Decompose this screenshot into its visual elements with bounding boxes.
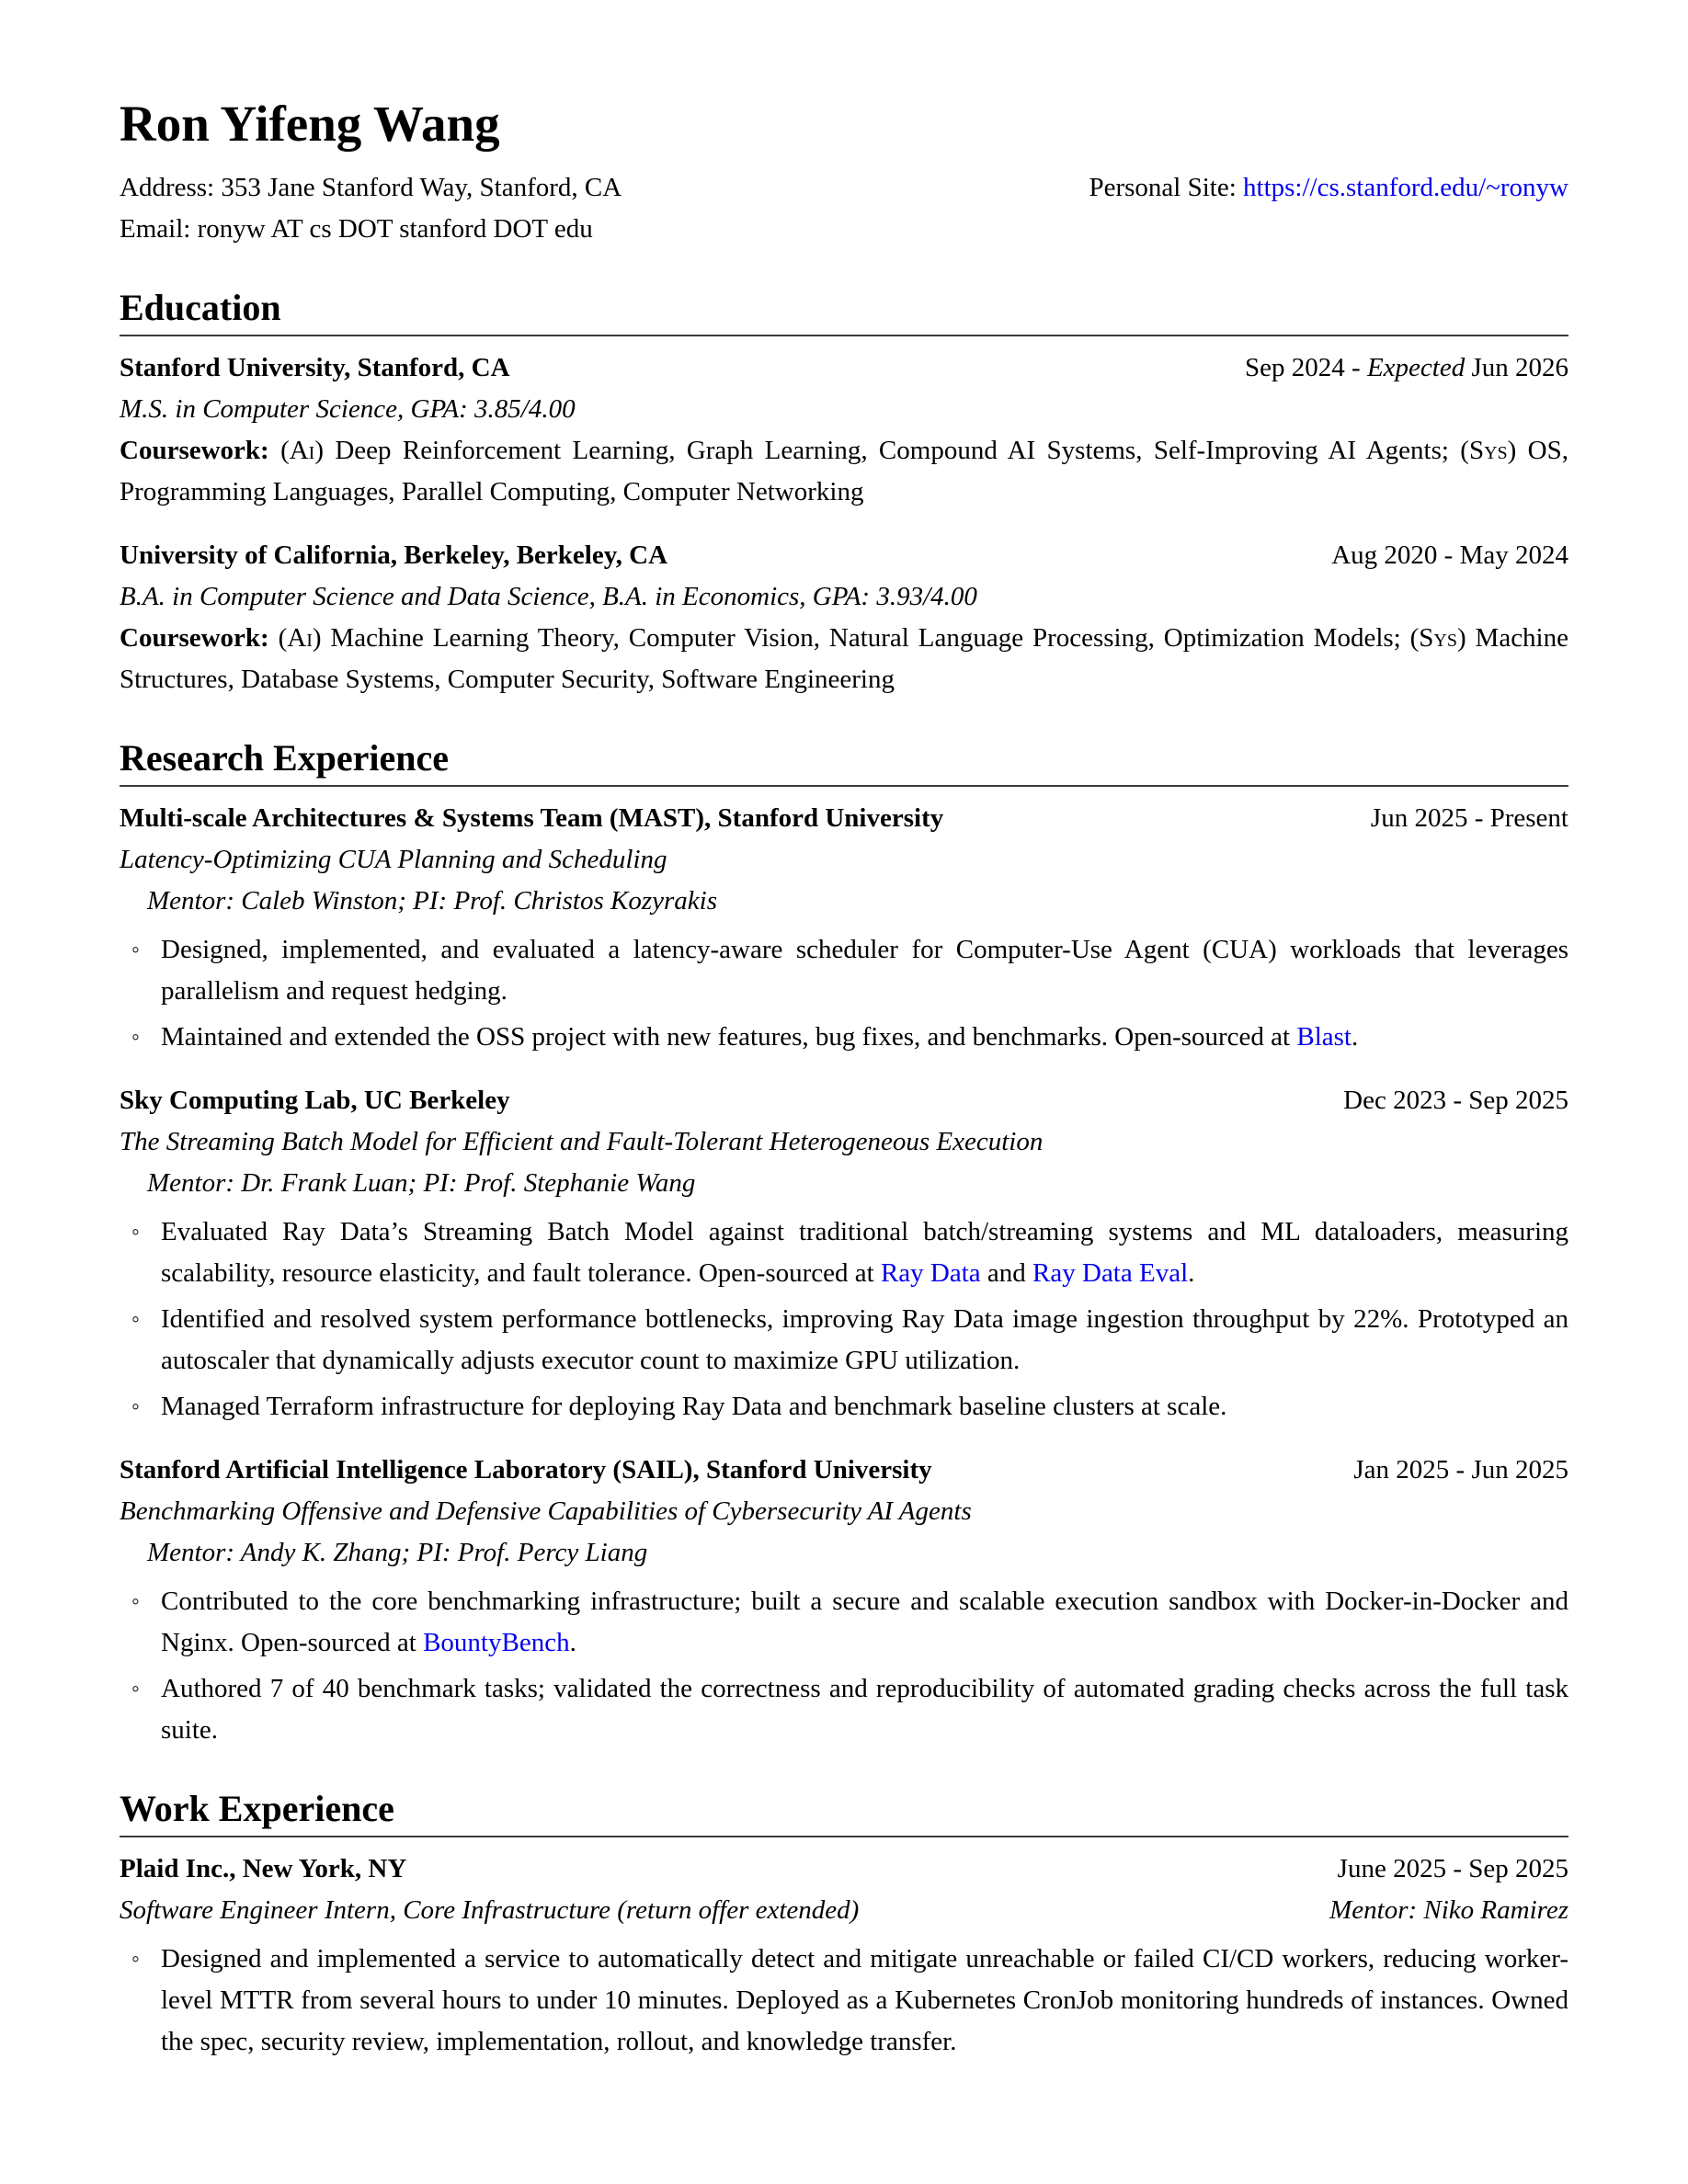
coursework-label: Coursework: [120, 436, 281, 465]
entry-dates: Sep 2024 - Expected Jun 2026 [1245, 353, 1568, 382]
section-rule [120, 785, 1568, 787]
coursework-line [120, 430, 1568, 513]
entry-head [120, 347, 1568, 389]
bullet-marker: ◦ [131, 1307, 140, 1332]
institution-name: University of California, Berkeley, Berkeley, CA [120, 540, 668, 570]
bullet-marker: ◦ [131, 938, 140, 962]
entry-head [120, 535, 1568, 576]
org-name: Stanford Artificial Intelligence Laboratory (SAIL), Stanford University [120, 1455, 932, 1484]
sys-courses: OS, Programming Languages, Parallel Computing, Computer Networking [120, 436, 1568, 506]
contact-row [120, 167, 1568, 209]
bullet-item [120, 1017, 1568, 1058]
org-name: Sky Computing Lab, UC Berkeley [120, 1086, 510, 1115]
section-education [120, 285, 1568, 700]
bullet-marker: ◦ [131, 1394, 140, 1419]
education-entry-stanford [120, 347, 1568, 513]
section-title-work: Work Experience [120, 1788, 394, 1829]
section-rule [120, 335, 1568, 336]
bullet-text: Contributed to the core benchmarking infrastructure; built a secure and scalable execution sandbox with Docker-in-Docker and Nginx. Open-sourced at BountyBench. [161, 1587, 1568, 1657]
bullet-list [120, 929, 1568, 1058]
research-entry-sail [120, 1450, 1568, 1751]
entry-dates: June 2025 - Sep 2025 [1337, 1854, 1568, 1883]
coursework-label: Coursework: [120, 623, 279, 653]
bullet-text: Designed, implemented, and evaluated a latency-aware scheduler for Computer-Use Agent (CUA) workloads that leverages parallelism and request hedging. [161, 935, 1568, 1006]
entry-head [120, 798, 1568, 839]
bullet-list [120, 1211, 1568, 1428]
email-line: Email: ronyw AT cs DOT stanford DOT edu [120, 214, 593, 244]
bullet-item [120, 1939, 1568, 2063]
entry-head [120, 1848, 1568, 1890]
mentor-line: Mentor: Dr. Frank Luan; PI: Prof. Stephanie Wang [147, 1168, 696, 1198]
section-research [120, 735, 1568, 1751]
bullet-item [120, 929, 1568, 1012]
ai-tag: (Ai) [280, 436, 324, 465]
bullet-text: Maintained and extended the OSS project with new features, bug fixes, and benchmarks. Open-sourced at Blast. [161, 1022, 1359, 1052]
bullet-item [120, 1668, 1568, 1751]
role-title: Software Engineer Intern, Core Infrastructure (return offer extended) [120, 1895, 860, 1925]
project-title: Benchmarking Offensive and Defensive Capabilities of Cybersecurity AI Agents [120, 1496, 972, 1526]
ai-tag: (Ai) [278, 623, 322, 653]
institution-name: Stanford University, Stanford, CA [120, 353, 510, 382]
personal-site-link[interactable]: https://cs.stanford.edu/~ronyw [1243, 173, 1568, 202]
sys-courses: Machine Structures, Database Systems, Computer Security, Software Engineering [120, 623, 1568, 694]
personal-site-line [1089, 167, 1568, 209]
entry-dates: Dec 2023 - Sep 2025 [1343, 1086, 1568, 1115]
section-rule [120, 1836, 1568, 1837]
sys-tag: (Sys) [1409, 623, 1466, 653]
bullet-marker: ◦ [131, 1589, 140, 1614]
bullet-marker: ◦ [131, 1677, 140, 1701]
project-title: The Streaming Batch Model for Efficient and Fault-Tolerant Heterogeneous Execution [120, 1127, 1044, 1156]
ai-courses: Machine Learning Theory, Computer Vision, Natural Language Processing, Optimization Models; [321, 623, 1410, 653]
blast-link[interactable]: Blast [1296, 1022, 1352, 1052]
address-line: Address: 353 Jane Stanford Way, Stanford, CA [120, 173, 622, 202]
coursework-line [120, 618, 1568, 700]
bullet-item [120, 1299, 1568, 1382]
entry-head [120, 1080, 1568, 1121]
bullet-list [120, 1581, 1568, 1751]
education-entry-berkeley [120, 535, 1568, 700]
mentor-line: Mentor: Niko Ramirez [1329, 1895, 1568, 1925]
entry-dates: Aug 2020 - May 2024 [1331, 540, 1568, 570]
bullet-item [120, 1211, 1568, 1294]
mentor-line: Mentor: Andy K. Zhang; PI: Prof. Percy Liang [147, 1538, 648, 1567]
bullet-marker: ◦ [131, 1947, 140, 1972]
bullet-text: Designed and implemented a service to automatically detect and mitigate unreachable or failed CI/CD workers, reducing worker-level MTTR from several hours to under 10 minutes. Deployed as a Kubernetes CronJob monitoring hundreds of instances. Owned the spec, security review, implementation, rollout, and knowledge transfer. [161, 1944, 1568, 2056]
entry-dates: Jan 2025 - Jun 2025 [1353, 1455, 1568, 1484]
org-name: Plaid Inc., New York, NY [120, 1854, 407, 1883]
personal-site-label: Personal Site: [1089, 173, 1244, 202]
bullet-list [120, 1939, 1568, 2063]
research-entry-mast [120, 798, 1568, 1058]
bullet-marker: ◦ [131, 1025, 140, 1050]
bullet-marker: ◦ [131, 1220, 140, 1245]
project-title: Latency-Optimizing CUA Planning and Scheduling [120, 845, 667, 874]
bullet-text: Evaluated Ray Data’s Streaming Batch Model against traditional batch/streaming systems and ML dataloaders, measuring scalability, resource elasticity, and fault tolerance. Open-sourced at Ray Data and Ray Data Eval. [161, 1217, 1568, 1288]
expected-label: Expected [1366, 353, 1466, 382]
org-name: Multi-scale Architectures & Systems Team (MAST), Stanford University [120, 803, 944, 833]
bullet-text: Identified and resolved system performance bottlenecks, improving Ray Data image ingestion throughput by 22%. Prototyped an autoscaler that dynamically adjusts executor count to maximize GPU utilization. [161, 1304, 1568, 1375]
entry-head [120, 1450, 1568, 1491]
ai-courses: Deep Reinforcement Learning, Graph Learning, Compound AI Systems, Self-Improving AI Agents; [323, 436, 1461, 465]
bountybench-link[interactable]: BountyBench [423, 1628, 570, 1657]
role-row [120, 1890, 1568, 1931]
section-title-research: Research Experience [120, 737, 450, 779]
work-entry-plaid [120, 1848, 1568, 2063]
degree-line: M.S. in Computer Science, GPA: 3.85/4.00 [120, 394, 576, 424]
bullet-item [120, 1386, 1568, 1428]
entry-dates: Jun 2025 - Present [1370, 803, 1568, 833]
ray-data-link[interactable]: Ray Data [880, 1258, 981, 1288]
degree-line: B.A. in Computer Science and Data Science, B.A. in Economics, GPA: 3.93/4.00 [120, 582, 977, 611]
sys-tag: (Sys) [1460, 436, 1517, 465]
page-title: Ron Yifeng Wang [120, 96, 500, 152]
section-work [120, 1786, 1568, 2063]
section-title-education: Education [120, 287, 281, 328]
research-entry-sky-lab [120, 1080, 1568, 1428]
bullet-text: Managed Terraform infrastructure for deploying Ray Data and benchmark baseline clusters at scale. [161, 1392, 1227, 1421]
ray-data-eval-link[interactable]: Ray Data Eval [1032, 1258, 1189, 1288]
mentor-line: Mentor: Caleb Winston; PI: Prof. Christos Kozyrakis [147, 886, 717, 916]
bullet-item [120, 1581, 1568, 1664]
bullet-text: Authored 7 of 40 benchmark tasks; validated the correctness and reproducibility of automated grading checks across the full task suite. [161, 1674, 1568, 1745]
